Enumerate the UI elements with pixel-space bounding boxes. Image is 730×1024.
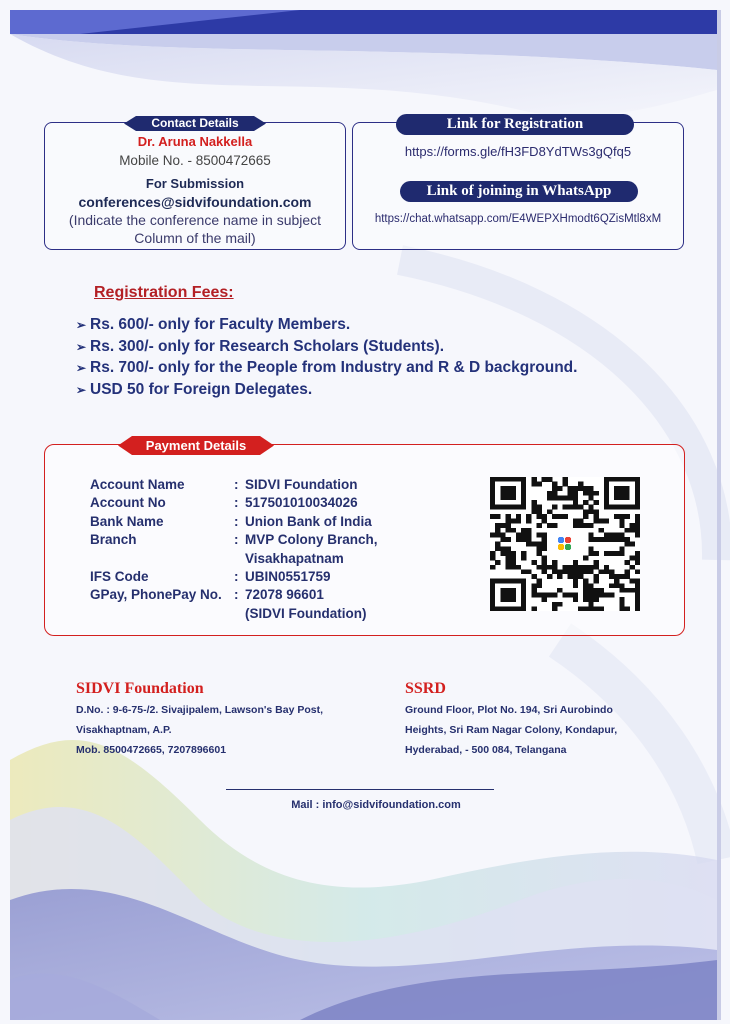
payment-value: MVP Colony Branch, xyxy=(245,532,378,548)
fee-item xyxy=(76,314,577,336)
payment-label: Branch xyxy=(90,532,137,548)
payment-details-tag: Payment Details xyxy=(145,438,247,453)
payment-label: Account Name xyxy=(90,477,185,492)
sidvi-foundation-address xyxy=(76,700,323,760)
payment-colon: : xyxy=(234,513,239,529)
ssrd-address xyxy=(405,700,617,760)
contact-details-tag: Contact Details xyxy=(151,116,239,130)
payment-label: Account No xyxy=(90,495,166,511)
sidvi-foundation-title: SIDVI Foundation xyxy=(76,680,204,697)
payment-colon: : xyxy=(234,532,239,548)
address-line: Hyderabad, - 500 084, Telangana xyxy=(405,744,567,756)
fee-item-text: Rs. 300/- only for Research Scholars (Students). xyxy=(90,337,445,355)
registration-link-title: Link for Registration xyxy=(396,114,634,135)
submission-email[interactable]: conferences@sidvifoundation.com xyxy=(78,194,312,210)
address-line: D.No. : 9-6-75-/2. Sivajipalem, Lawson's Bay Post, xyxy=(76,704,323,716)
payment-qr-code-icon[interactable] xyxy=(490,477,640,611)
fees-list xyxy=(76,314,577,400)
whatsapp-link-title: Link of joining in WhatsApp xyxy=(400,181,638,202)
payment-value: Union Bank of India xyxy=(245,513,372,529)
payment-value: SIDVI Foundation xyxy=(245,477,358,492)
payment-value: 72078 96601 xyxy=(245,587,324,603)
footer-mail[interactable]: Mail : info@sidvifoundation.com xyxy=(291,799,461,811)
fee-item xyxy=(76,357,577,379)
payment-colon: : xyxy=(234,495,239,511)
footer-divider xyxy=(226,789,494,790)
payment-colon: : xyxy=(234,477,239,492)
fee-item-text: Rs. 700/- only for the People from Industry and R & D background. xyxy=(90,359,578,376)
payment-colon: : xyxy=(234,587,239,603)
payment-value: Visakhapatnam xyxy=(245,550,344,566)
fees-heading: Registration Fees: xyxy=(94,284,234,301)
contact-name: Dr. Aruna Nakkella xyxy=(137,134,253,149)
payment-label: GPay, PhonePay No. xyxy=(90,587,222,603)
fee-item xyxy=(76,336,577,358)
address-line: Mob. 8500472665, 7207896601 xyxy=(76,744,227,756)
payment-colon: : xyxy=(234,568,239,584)
fee-item-text: USD 50 for Foreign Delegates. xyxy=(90,380,313,398)
arrow-bullet-icon: ➢ xyxy=(76,382,87,397)
fee-item-text: Rs. 600/- only for Faculty Members. xyxy=(90,316,351,333)
address-line: Visakhaptnam, A.P. xyxy=(76,724,172,736)
payment-label: IFS Code xyxy=(90,568,149,584)
submission-note-line2: Column of the mail) xyxy=(134,230,256,246)
contact-mobile: Mobile No. - 8500472665 xyxy=(119,153,271,168)
arrow-bullet-icon: ➢ xyxy=(76,339,87,354)
address-line: Ground Floor, Plot No. 194, Sri Aurobindo xyxy=(405,704,613,716)
submission-label: For Submission xyxy=(145,176,245,191)
address-line: Heights, Sri Ram Nagar Colony, Kondapur, xyxy=(405,724,618,736)
payment-value: UBIN0551759 xyxy=(245,568,331,584)
arrow-bullet-icon: ➢ xyxy=(76,318,87,332)
whatsapp-link[interactable]: https://chat.whatsapp.com/E4WEPXHmodt6QZisMtl8xM xyxy=(374,213,662,225)
payment-value: (SIDVI Foundation) xyxy=(245,605,367,621)
arrow-bullet-icon: ➢ xyxy=(76,361,87,375)
registration-link[interactable]: https://forms.gle/fH3FD8YdTWs3gQfq5 xyxy=(404,144,632,159)
payment-label: Bank Name xyxy=(90,513,164,529)
ssrd-title: SSRD xyxy=(405,680,446,697)
submission-note-line1: (Indicate the conference name in subject xyxy=(68,212,322,228)
fee-item xyxy=(76,379,577,401)
payment-value: 517501010034026 xyxy=(245,495,358,511)
